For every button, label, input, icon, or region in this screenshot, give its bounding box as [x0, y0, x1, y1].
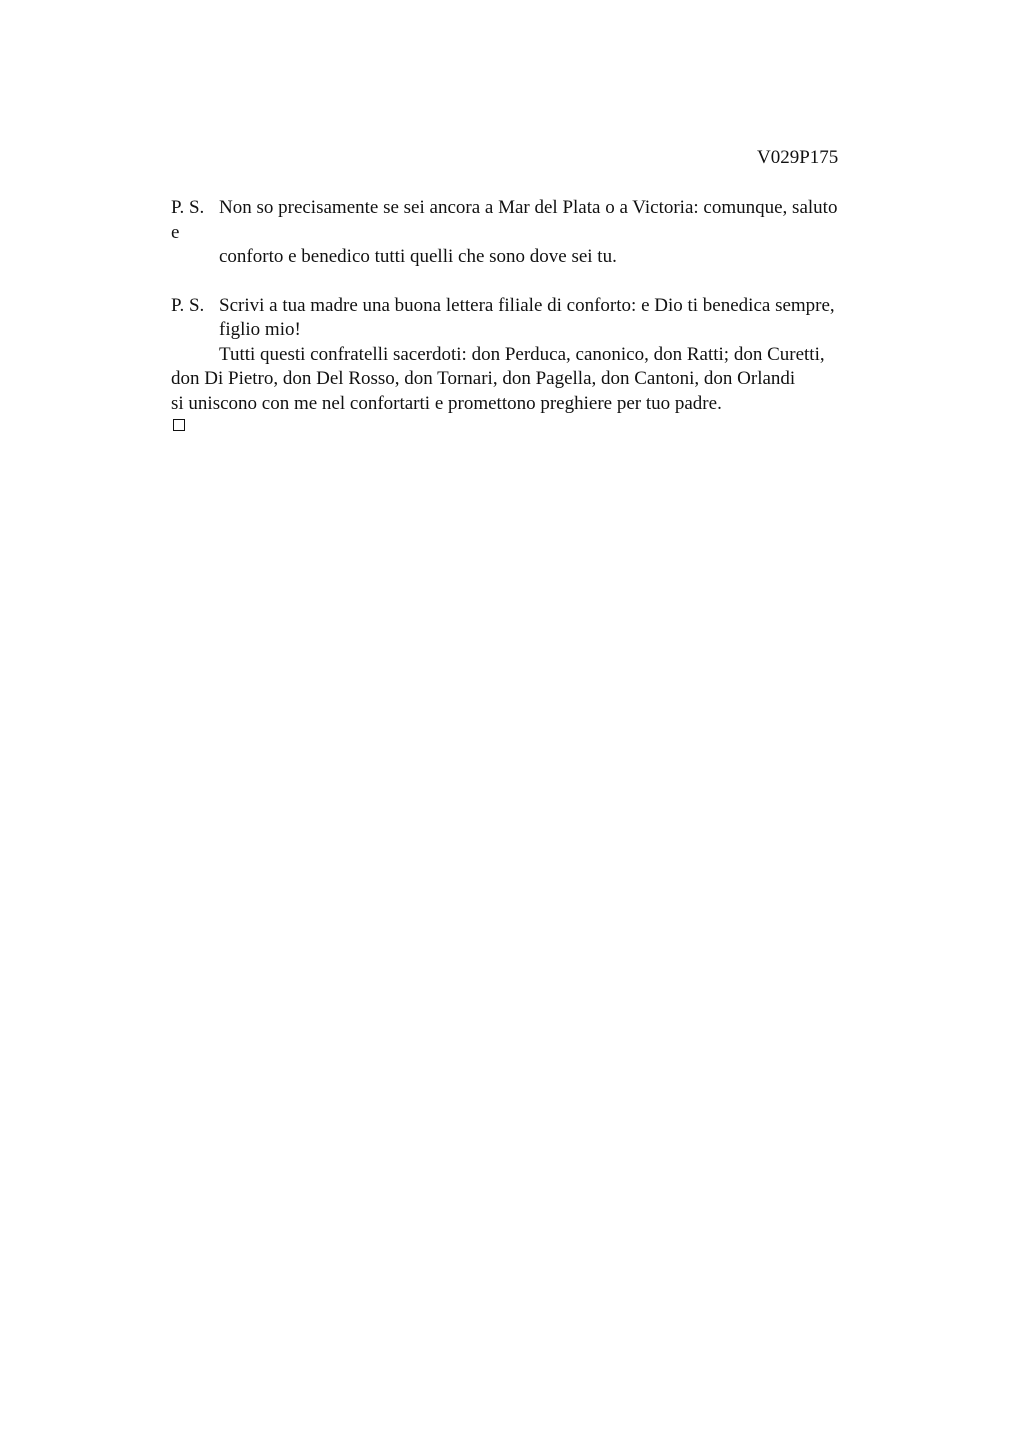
- postscript-2-line-2: figlio mio!: [219, 319, 301, 340]
- postscript-2-text-1: Scrivi a tua madre una buona lettera filiale di conforto: e Dio ti benedica sempre,: [219, 295, 835, 316]
- postscript-1-line-1: [171, 196, 837, 220]
- postscript-2-line-5: si uniscono con me nel confortarti e promettono preghiere per tuo padre.: [171, 393, 722, 414]
- page-code: V029P175: [757, 147, 839, 168]
- postscript-2-line-1: [171, 294, 835, 318]
- postscript-1-text-1: Non so precisamente se sei ancora a Mar del Plata o a Victoria: comunque, saluto: [219, 197, 838, 218]
- end-mark-box-icon: [173, 419, 185, 431]
- postscript-2-line-4: don Di Pietro, don Del Rosso, don Tornari, don Pagella, don Cantoni, don Orlandi: [171, 368, 796, 389]
- postscript-1-line-3: conforto e benedico tutti quelli che sono dove sei tu.: [219, 246, 617, 267]
- postscript-2-line-3: Tutti questi confratelli sacerdoti: don Perduca, canonico, don Ratti; don Curetti,: [219, 344, 825, 365]
- postscript-2-label: P. S.: [171, 295, 205, 316]
- postscript-1-line-2: e: [171, 222, 180, 243]
- postscript-1-label: P. S.: [171, 197, 205, 218]
